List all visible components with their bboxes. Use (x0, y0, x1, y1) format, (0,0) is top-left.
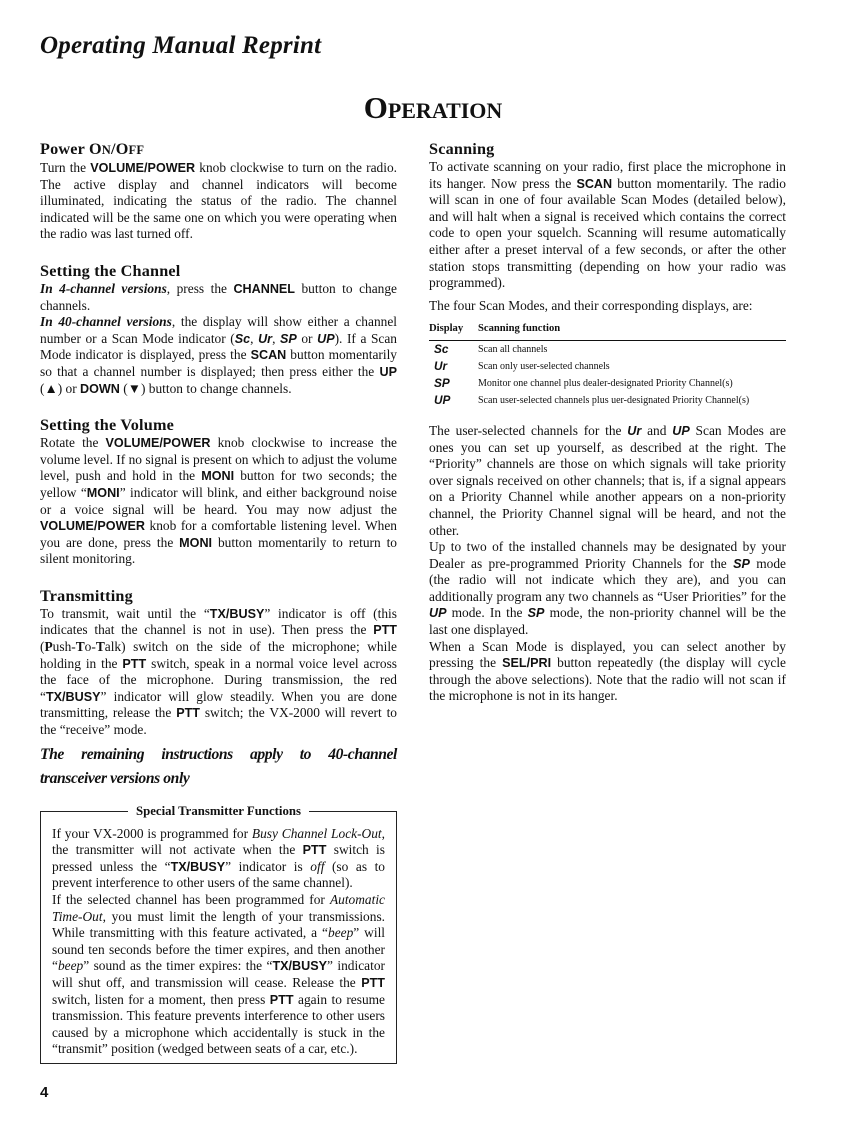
sel-pri-text: When a Scan Mode is displayed, you can select another by pressing the SEL/PRI button repeatedly (the display will cycle through the above selections). Note that the radio will not scan if the microphone is not in its hanger. (429, 638, 786, 704)
page-title-initial: O (363, 90, 388, 125)
scanning-heading: Scanning (429, 140, 495, 158)
channel-text-40ch: In 40-channel versions, the display will show either a channel number or a Scan Mode indicator (Sc, Ur, SP or UP). If a Scan Mode indicator is displayed, press the SCAN button momentarily so that a channel number is displayed; then press either the UP (▲) or DOWN (▼) button to change channels. (40, 314, 397, 396)
busy-channel-lockout-text: If your VX-2000 is programmed for Busy Channel Lock-Out, the transmitter will not activate when the PTT switch is pressed unless the “TX/BUSY” indicator is off (so as to prevent interference to other users of the same channel). (52, 825, 385, 891)
scan-mode-code: SP (434, 375, 450, 390)
scan-mode-desc: Scan all channels (478, 340, 786, 358)
scan-mode-desc: Scan user-selected channels plus uer-designated Priority Channel(s) (478, 394, 750, 406)
power-text: Turn the VOLUME/POWER knob clockwise to turn on the radio. The active display and channel indicators will become illuminated, indicating the status of the radio. The channel indicated will be the same one on which you were operating when the radio was last turned off. (40, 160, 397, 242)
transmit-text: To transmit, wait until the “TX/BUSY” indicator is off (this indicates that the channel is not in use). Then press the PTT (Push-To-Talk) switch on the side of the microphone; while holding in the PTT switch, speak in a normal voice level across the face of the microphone. During transmission, the red “TX/BUSY” indicator will glow steadily. When you are done transmitting, release the PTT switch; the VX-2000 will revert to the “receive” mode. (40, 605, 398, 738)
channel-heading: Setting the Channel (40, 261, 181, 280)
volume-section (40, 415, 397, 568)
remaining-instructions-note: The remaining instructions apply to 40-channel transceiver versions only (40, 745, 397, 787)
transmit-section (40, 586, 397, 739)
table-row (429, 340, 786, 358)
left-column (40, 139, 397, 1064)
power-section (40, 139, 397, 243)
scan-mode-code: Ur (434, 358, 448, 373)
table-header-function: Scanning function (478, 323, 561, 335)
table-row (429, 375, 786, 392)
table-header-display: Display (429, 323, 464, 335)
power-heading: Power ON/OFF (40, 140, 145, 158)
scan-mode-code: Sc (429, 340, 478, 358)
manual-header: Operating Manual Reprint (40, 32, 322, 59)
page-title (0, 90, 866, 126)
channel-text-4ch: In 4-channel versions, press the CHANNEL button to change channels. (40, 280, 397, 313)
scan-modes-intro: The four Scan Modes, and their corresponding displays, are: (429, 297, 753, 313)
special-functions-box (40, 803, 397, 1064)
scanning-text: To activate scanning on your radio, first place the microphone in its hanger. Now press the SCAN button momentarily. The radio will scan in one of four available Scan Modes (detailed below), and will halt when a signal is received which contains the correct code to open your squelch. Scanning will resume automatically either after a preset interval of a few seconds, or after the other station stops transmitting (depending on how your radio was programmed). (429, 159, 786, 291)
scan-modes-table (429, 320, 786, 409)
user-selected-channels-text: The user-selected channels for the Ur and UP Scan Modes are ones you can set up yourself, as described at the right. The “Priority” channels are those on which signals will take priority over signals received on other channels; that is, if a signal appears on a Priority Channel while another appears on a non-priority channel, the Priority Channel signal will be heard, and not the other. (429, 422, 786, 538)
channel-section (40, 261, 397, 397)
special-functions-title: Special Transmitter Functions (41, 803, 396, 819)
right-column (429, 139, 786, 705)
page-number: 4 (40, 1084, 49, 1101)
table-row (429, 392, 786, 409)
priority-channels-text: Up to two of the installed channels may be designated by your Dealer as pre-programmed Priority Channels for the SP mode (the radio will not indicate which they are), and you can additionally program any two channels as “User Priorities” for the UP mode. In the SP mode, the non-priority channel will be the last one displayed. (429, 539, 787, 638)
automatic-timeout-text: If the selected channel has been programmed for Automatic Time-Out, you must limit the length of your transmissions. While transmitting with this feature activated, a “beep” will sound ten seconds before the timer expires, and then another “beep” sound as the timer expires: the “TX/BUSY” indicator will shut off, and transmission will cease. Release the PTT switch, listen for a moment, then press PTT again to resume transmission. This feature prevents interference to other users caused by a microphone which accidentally is stuck in the “transmit” position (wedged between seats of a car, etc.). (52, 892, 386, 1057)
scan-mode-desc: Scan only user-selected channels (478, 360, 610, 372)
volume-heading: Setting the Volume (40, 416, 175, 435)
scan-mode-desc: Monitor one channel plus dealer-designated Priority Channel(s) (478, 377, 733, 389)
scan-mode-code: UP (434, 392, 451, 407)
transmit-heading: Transmitting (40, 586, 133, 605)
volume-text: Rotate the VOLUME/POWER knob clockwise to increase the volume level. If no signal is present on which to adjust the volume level, push and hold in the MONI button for two seconds; the yellow “MONI” indicator will blink, and either background noise or a voice signal will be heard. You may now adjust the VOLUME/POWER knob for a comfortable listening level. When you are done, press the MONI button momentarily to return to silent monitoring. (40, 435, 397, 567)
page-title-rest: PERATION (387, 98, 503, 123)
table-row (429, 358, 786, 375)
